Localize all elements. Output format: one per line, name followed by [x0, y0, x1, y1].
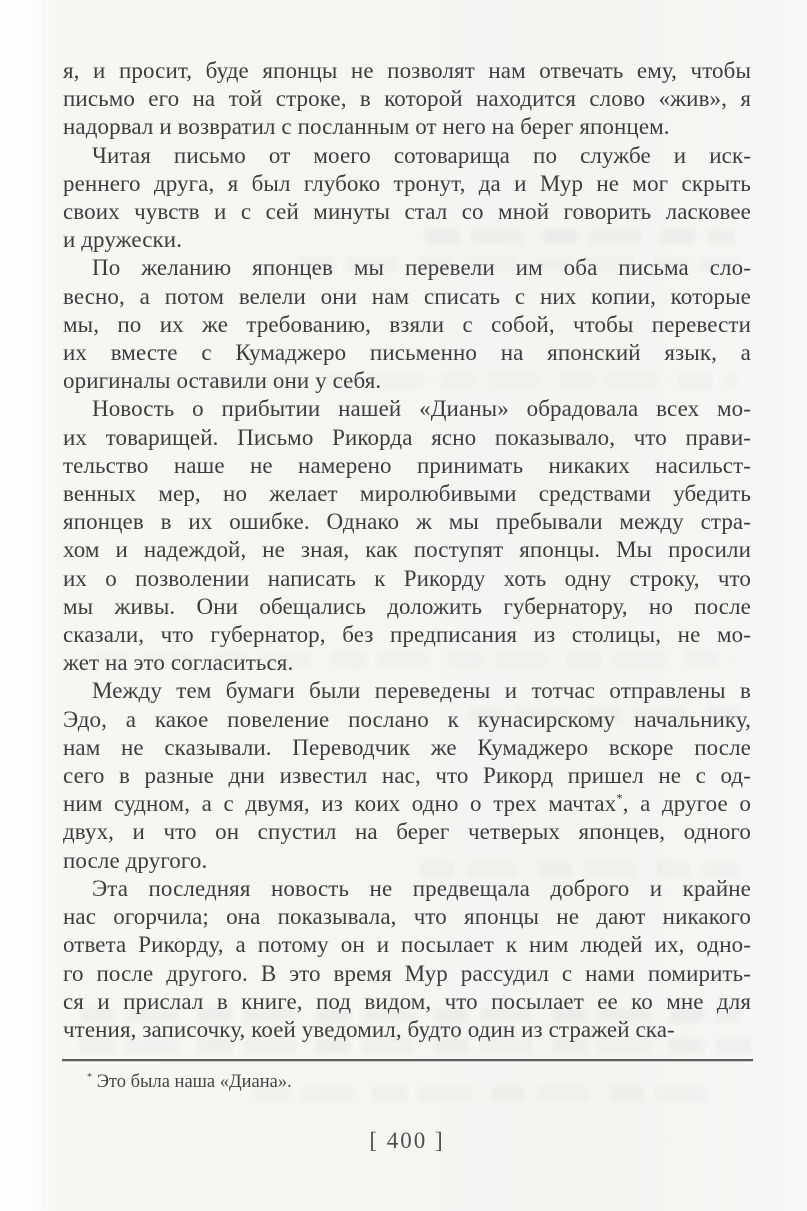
text-line: своих чувств и с сей минуты стал со мной говорить ласковее — [63, 199, 751, 225]
text-line: хом и надеждой, не зная, как поступят японцы. Мы просили — [63, 537, 751, 563]
text-line: после другого. — [63, 847, 208, 873]
text-line: я, и просит, буде японцы не позволят нам отвечать ему, чтобы — [63, 58, 751, 83]
text-line: оригиналы оставили они у себя. — [63, 368, 382, 394]
text-line: нас огорчила; она показывала, что японцы не дают никакого — [63, 904, 751, 930]
page-number: [ 400 ] — [369, 1128, 445, 1153]
text-line: и дружески. — [63, 227, 183, 253]
text-line: их товарищей. Письмо Рикорда ясно показывало, что прави- — [63, 424, 751, 450]
text-line: нам не сказывали. Переводчик же Кумаджеро вскоре после — [63, 734, 751, 760]
footnote-marker: * — [87, 1071, 93, 1083]
text-line: весно, а потом велели они нам списать с них копии, которые — [63, 283, 751, 309]
footnote-divider — [62, 1059, 753, 1061]
text-line: мы, по их же требованию, взяли с собой, чтобы перевести — [63, 311, 751, 337]
footnote-text: Это была наша «Диана». — [92, 1072, 292, 1092]
text-line: Между тем бумаги были переведены и тотчас отправлены в — [92, 678, 751, 704]
text-line: реннего друга, я был глубоко тронут, да и Мур не мог скрыть — [63, 170, 751, 196]
text-line: венных мер, но желает миролюбивыми средствами убедить — [63, 481, 751, 507]
paragraph — [63, 677, 751, 874]
text-line: мы живы. Они обещались доложить губернатору, но после — [63, 593, 751, 619]
text-line: сказали, что губернатор, без предписания из столицы, не мо- — [63, 622, 751, 648]
text-line: Новость о прибытии нашей «Дианы» обрадовала всех мо- — [92, 396, 751, 422]
text-line: японцев в их ошибке. Однако ж мы пребывали между стра- — [63, 509, 751, 535]
paragraph — [63, 875, 751, 1044]
text-line: тельство наше не намерено принимать никаких насильст- — [63, 452, 751, 478]
paragraph — [63, 254, 751, 395]
text-line: их вместе с Кумаджеро письменно на японский язык, а — [63, 340, 751, 366]
footnote — [63, 1070, 751, 1094]
text-line: сего в разные дни известил нас, что Рикорд пришел не с од- — [63, 763, 751, 789]
text-line: их о позволении написать к Рикорду хоть одну строку, что — [63, 565, 751, 591]
text-line: жет на это согласиться. — [63, 650, 294, 676]
text-line: ним судном, а с двумя, из коих одно о трех мачтах*, а другое о — [63, 791, 751, 817]
text-line: письмо его на той строке, в которой находится слово «жив», я — [63, 86, 751, 112]
body-text — [63, 57, 751, 1044]
paragraph — [63, 142, 751, 255]
text-line: двух, и что он спустил на берег четверых японцев, одного — [63, 819, 751, 845]
text-line: Эта последняя новость не предвещала доброго и крайне — [92, 875, 751, 901]
footnote-reference-marker: * — [616, 791, 623, 806]
text-line: Эдо, а какое повеление послано к кунасирскому начальнику, — [63, 706, 751, 732]
text-line: По желанию японцев мы перевели им оба письма сло- — [92, 255, 751, 281]
text-line: ответа Рикорду, а потому он и посылает к ним людей их, одно- — [63, 932, 751, 958]
text-line: надорвал и возвратил с посланным от него на берег японцем. — [63, 114, 670, 140]
text-line: Читая письмо от моего сотоварища по службе и иск- — [92, 142, 751, 168]
text-line: ся и прислал в книге, под видом, что посылает ее ко мне для — [63, 988, 751, 1014]
text-line: го после другого. В это время Мур рассудил с нами помирить- — [63, 960, 751, 986]
text-line: чтения, записочку, коей уведомил, будто один из стражей ска- — [63, 1016, 675, 1042]
paragraph — [63, 395, 751, 677]
paragraph — [63, 57, 751, 142]
